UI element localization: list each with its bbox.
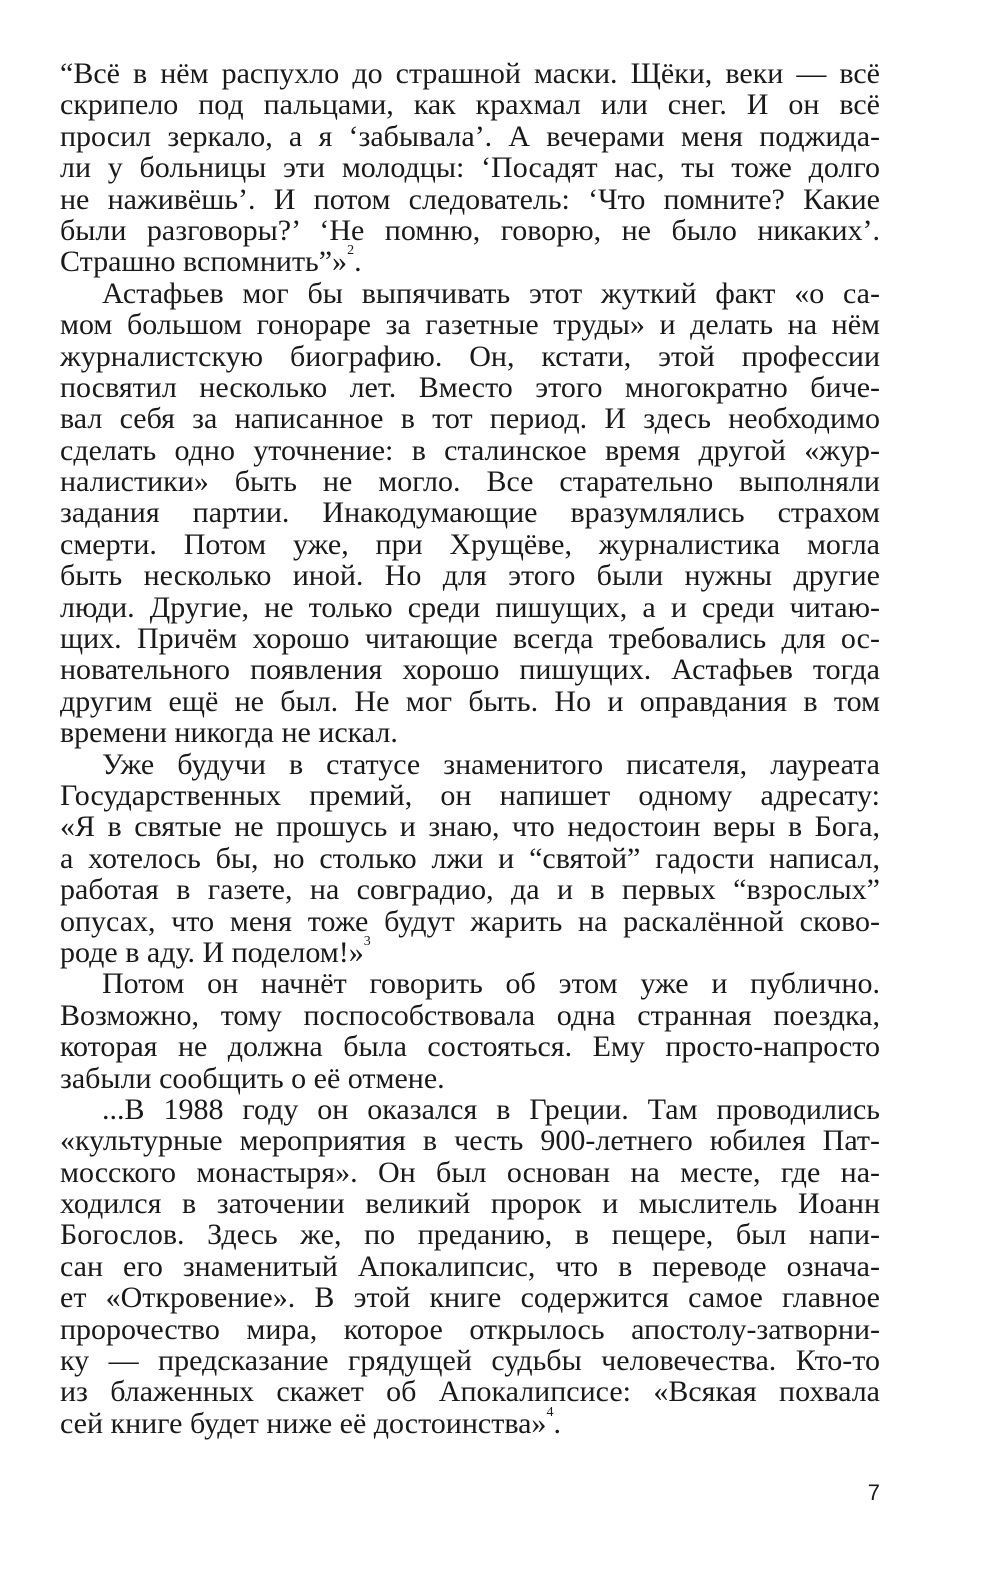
footnote-tail: .: [354, 245, 362, 279]
line-text: Страшно вспомнить”»: [60, 245, 348, 279]
line-text: мосского монастыря». Он был основан на месте, где на-: [60, 1155, 880, 1189]
line-text: роде в аду. И поделом!»: [60, 935, 364, 969]
text-line: [60, 780, 880, 811]
line-text: скрипело под пальцами, как крахмал или снег. И он всё: [60, 88, 880, 122]
line-text: задания партии. Инакодумающие вразумлялись страхом: [60, 496, 880, 530]
line-text: Богослов. Здесь же, по преданию, в пещере, был напи-: [60, 1218, 880, 1252]
text-line: [60, 372, 880, 403]
paragraph: [60, 749, 880, 969]
text-line: [60, 497, 880, 528]
text-line: [60, 121, 880, 152]
footnote-marker: 4: [546, 1404, 554, 1420]
text-line: [60, 1125, 880, 1156]
text-line: [60, 1157, 880, 1188]
text-line: [60, 215, 880, 246]
text-line: [60, 717, 880, 748]
line-text: ...В 1988 году он оказался в Греции. Там проводились: [102, 1092, 880, 1126]
line-text: сан его знаменитый Апокалипсис, что в переводе означа-: [60, 1249, 880, 1283]
text-line: [60, 968, 880, 999]
text-line: [60, 686, 880, 717]
text-line: [60, 1345, 880, 1376]
line-text: Астафьев мог бы выпячивать этот жуткий факт «о са-: [102, 276, 880, 310]
line-text: быть несколько иной. Но для этого были нужны другие: [60, 559, 880, 593]
text-line: [60, 811, 880, 842]
text-line: [60, 1376, 880, 1407]
text-line: [60, 278, 880, 309]
line-text: новательного появления хорошо пишущих. Астафьев тогда: [60, 653, 880, 687]
text-line: [60, 560, 880, 591]
text-line: [60, 1188, 880, 1219]
text-line: [60, 1251, 880, 1282]
line-text: пророчество мира, которое открылось апостолу-затворни-: [60, 1312, 880, 1346]
text-line: [60, 1094, 880, 1125]
line-text: Государственных премий, он напишет одному адресату:: [60, 778, 880, 812]
text-line: [60, 529, 880, 560]
line-text: мом большом гонораре за газетные труды» и делать на нём: [60, 308, 880, 342]
text-line: [60, 592, 880, 623]
line-text: «культурные мероприятия в честь 900-летнего юбилея Пат-: [60, 1124, 880, 1158]
line-text: люди. Другие, не только среди пишущих, а и среди читаю-: [60, 590, 880, 624]
line-text: не наживёшь’. И потом следователь: ‘Что помните? Какие: [60, 182, 880, 216]
text-line: [60, 933, 880, 969]
line-text: были разговоры?’ ‘Не помню, говорю, не было никаких’.: [60, 213, 880, 247]
line-text: просил зеркало, а я ‘забывала’. А вечерами меня поджида-: [60, 119, 880, 153]
line-text: посвятил несколько лет. Вместо этого многократно биче-: [60, 370, 880, 404]
text-line: [60, 1314, 880, 1345]
text-line: [60, 466, 880, 497]
line-text: опусах, что меня тоже будут жарить на раскалённой сково-: [60, 904, 880, 938]
line-text: Уже будучи в статусе знаменитого писателя, лауреата: [102, 747, 880, 781]
footnote-marker: 3: [363, 933, 371, 949]
paragraph: [60, 58, 880, 278]
footnote-tail: .: [553, 1406, 561, 1440]
paragraph: [60, 968, 880, 1094]
line-text: сделать одно уточнение: в сталинское время другой «жур-: [60, 433, 880, 467]
text-line: [60, 89, 880, 120]
paragraph: [60, 278, 880, 749]
line-text: «Я в святые не прошусь и знаю, что недостоин веры в Бога,: [60, 810, 880, 844]
text-line: [60, 184, 880, 215]
text-line: [60, 906, 880, 937]
text-line: [60, 1404, 880, 1440]
footnote-marker: 2: [347, 243, 355, 259]
line-text: ли у больницы эти молодцы: ‘Посадят нас, ты тоже долго: [60, 151, 880, 185]
text-line: [60, 749, 880, 780]
line-text: из блаженных скажет об Апокалипсисе: «Всякая похвала: [60, 1375, 880, 1409]
line-text: забыли сообщить о её отмене.: [60, 1061, 445, 1095]
line-text: а хотелось бы, но столько лжи и “святой” гадости написал,: [60, 841, 880, 875]
line-text: “Всё в нём распухло до страшной маски. Щёки, веки — всё: [60, 57, 880, 90]
text-line: [60, 243, 880, 279]
line-text: которая не должна была состояться. Ему просто-напросто: [60, 1030, 880, 1064]
paragraph: [60, 1094, 880, 1439]
text-line: [60, 152, 880, 183]
text-line: [60, 309, 880, 340]
line-text: вал себя за написанное в тот период. И здесь необходимо: [60, 402, 880, 436]
text-line: [60, 1282, 880, 1313]
text-line: [60, 623, 880, 654]
line-text: ку — предсказание грядущей судьбы человечества. Кто-то: [60, 1344, 880, 1378]
line-text: журналистскую биографию. Он, кстати, этой профессии: [60, 339, 880, 373]
line-text: работая в газете, на совградио, да и в первых “взрослых”: [60, 873, 880, 907]
text-line: [60, 435, 880, 466]
text-line: [60, 341, 880, 372]
text-line: [60, 843, 880, 874]
body-text: [60, 58, 880, 1439]
line-text: сей книге будет ниже её достоинства»: [60, 1406, 547, 1440]
line-text: налистики» быть не могло. Все старательно выполняли: [60, 465, 880, 499]
text-line: [60, 1219, 880, 1250]
line-text: смерти. Потом уже, при Хрущёве, журналистика могла: [60, 527, 880, 561]
line-text: Потом он начнёт говорить об этом уже и публично.: [102, 967, 880, 1001]
text-line: [60, 1031, 880, 1062]
line-text: другим ещё не был. Не мог быть. Но и оправдания в том: [60, 684, 880, 718]
text-line: [60, 1000, 880, 1031]
line-text: Возможно, тому поспособствовала одна странная поездка,: [60, 998, 880, 1032]
line-text: ходился в заточении великий пророк и мыслитель Иоанн: [60, 1187, 880, 1221]
text-line: [60, 874, 880, 905]
text-line: [60, 1063, 880, 1094]
text-line: [60, 58, 880, 89]
line-text: ет «Откровение». В этой книге содержится самое главное: [60, 1281, 880, 1315]
page-number: 7: [867, 1480, 880, 1505]
text-line: [60, 654, 880, 685]
line-text: времени никогда не искал.: [60, 716, 398, 750]
line-text: щих. Причём хорошо читающие всегда требовались для ос-: [60, 622, 880, 656]
text-line: [60, 403, 880, 434]
